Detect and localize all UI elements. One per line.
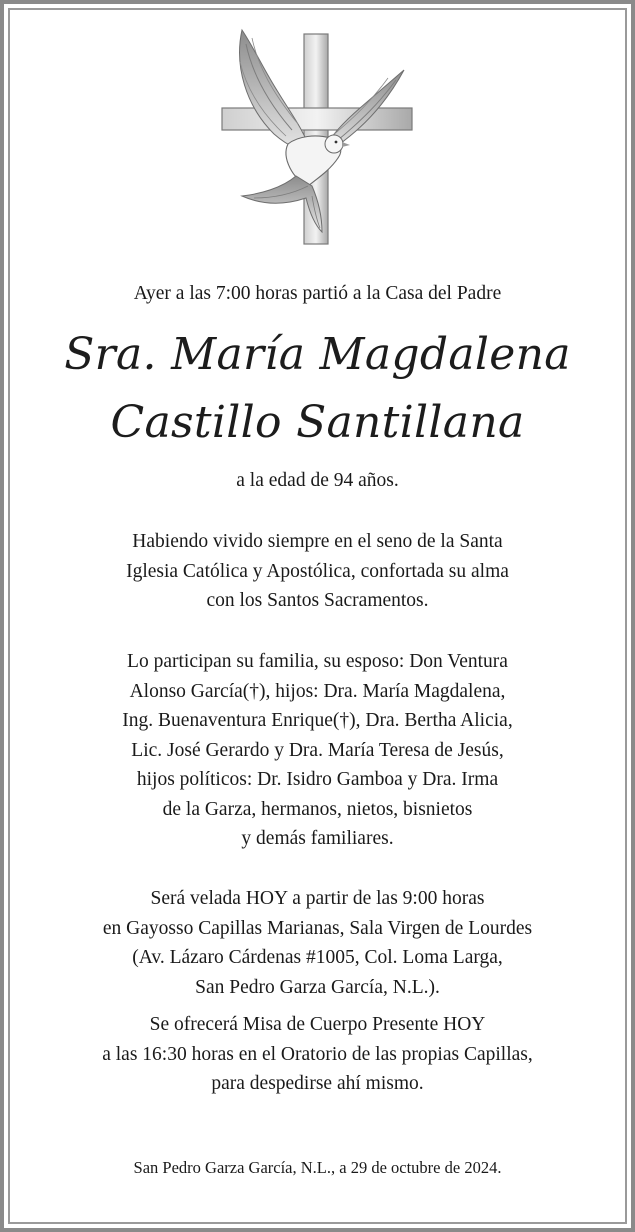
deceased-name-line1: Sra. María Magdalena	[64, 329, 571, 380]
family-line: Lic. José Gerardo y Dra. María Teresa de Jesús,	[131, 739, 504, 761]
intro-text: Ayer a las 7:00 horas partió a la Casa del Padre	[133, 283, 502, 304]
faith-line: Iglesia Católica y Apostólica, confortada su alma	[126, 560, 509, 582]
faith-paragraph	[0, 527, 635, 616]
faith-line: con los Santos Sacramentos.	[206, 590, 429, 611]
mass-line: Se ofrecerá Misa de Cuerpo Presente HOY	[149, 1014, 486, 1035]
faith-line: Habiendo vivido siempre en el seno de la Santa	[132, 531, 503, 552]
deceased-name-line2: Castillo Santillana	[110, 397, 525, 448]
mass-line: a las 16:30 horas en el Oratorio de las propias Capillas,	[102, 1043, 533, 1065]
family-line: Ing. Buenaventura Enrique(†), Dra. Bertha Alicia,	[122, 710, 513, 731]
wake-line: Será velada HOY a partir de las 9:00 horas	[150, 888, 485, 909]
wake-line: San Pedro Garza García, N.L.).	[195, 976, 440, 998]
family-paragraph	[0, 647, 635, 854]
wake-line: (Av. Lázaro Cárdenas #1005, Col. Loma Larga,	[132, 947, 503, 968]
family-line: Alonso García(†), hijos: Dra. María Magdalena,	[129, 680, 506, 702]
family-line: Lo participan su familia, su esposo: Don Ventura	[127, 651, 508, 672]
family-line: hijos políticos: Dr. Isidro Gamboa y Dra. Irma	[136, 769, 499, 790]
date-place-line: San Pedro Garza García, N.L., a 29 de octubre de 2024.	[133, 1158, 502, 1177]
wake-line: en Gayosso Capillas Marianas, Sala Virgen de Lourdes	[102, 917, 533, 939]
wake-paragraph	[0, 884, 635, 1002]
family-line: y demás familiares.	[241, 828, 394, 849]
age-text: a la edad de 94 años.	[236, 470, 399, 491]
mass-paragraph	[0, 1010, 635, 1099]
family-line: de la Garza, hermanos, nietos, bisnietos	[162, 798, 473, 820]
mass-line: para despedirse ahí mismo.	[211, 1073, 424, 1094]
cross-dove-icon	[212, 26, 422, 248]
